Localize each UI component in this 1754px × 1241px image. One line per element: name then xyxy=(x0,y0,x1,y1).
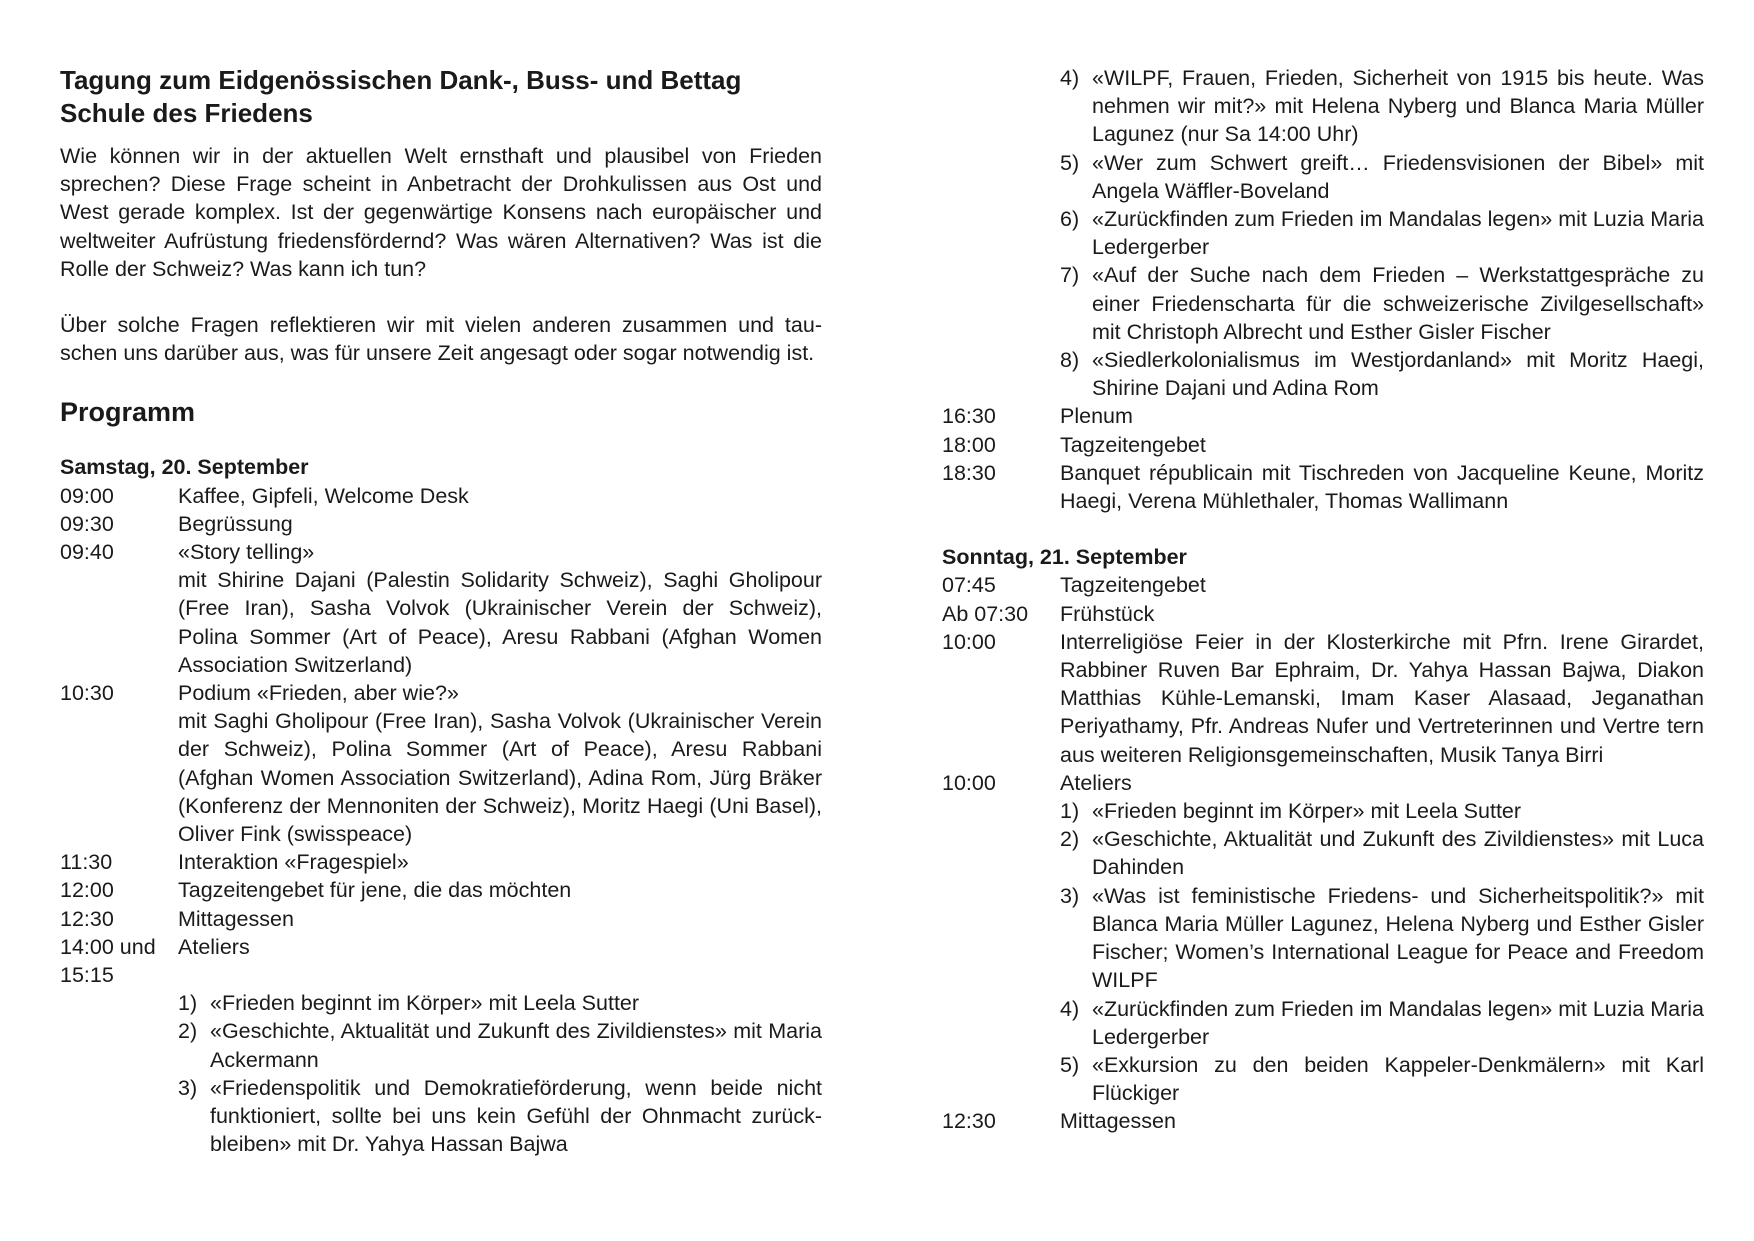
saturday-ateliers-list xyxy=(178,989,822,1158)
description: Tagzeitengebet für jene, die das möchten xyxy=(178,878,572,903)
list-item xyxy=(178,1074,822,1159)
item-text: «Frieden beginnt im Körper» mit Leela Sutter xyxy=(210,991,640,1016)
item-number: 4) xyxy=(1060,66,1080,90)
schedule-row xyxy=(942,402,1704,430)
description: mit Saghi Gholipour (Free Iran), Sasha Volvok (Ukrainischer Verein der Schweiz), Polina Sommer (Art of Peace), Aresu Rabbani (Afghan Women Association Switzerland), Adina Rom, Jürg Bräker (Konferenz der Mennoniten der Schweiz), Moritz Haegi (Uni Basel), Oliver Fink (swisspeace) xyxy=(178,709,822,847)
list-item xyxy=(178,989,822,1017)
time: 07:45 xyxy=(942,573,996,598)
item-text: «Zurückfinden zum Frieden im Mandalas legen» mit Luzia Maria Ledergerber xyxy=(1092,207,1704,260)
schedule-row xyxy=(60,679,822,707)
time xyxy=(60,566,178,679)
schedule-row xyxy=(60,510,822,538)
saturday-title: Samstag, 20. September xyxy=(60,455,309,480)
sunday-ateliers-list xyxy=(1060,797,1704,1107)
time: 09:40 xyxy=(60,540,114,565)
time: 12:00 xyxy=(60,878,114,903)
time: 12:30 xyxy=(60,906,114,931)
time: 14:00 und 15:15 xyxy=(60,934,156,988)
item-number: 1) xyxy=(1060,799,1080,824)
description: Interreligiöse Feier in der Klosterkirche mit Pfrn. Irene Girardet, Rabbiner Ruven Bar Ephraim, Dr. Yahya Hassan Bajwa, Diakon Matthias Kühle-Lemanski, Imam Kaser Alasaad, Jeganathan Periyathamy, Pfr. Andreas Nufer und Vertreterinnen und Vertre tern aus weiteren Religionsgemeinschaften, Musik Tanya Birri xyxy=(1060,629,1704,767)
description: Plenum xyxy=(1060,404,1133,429)
item-number: 3) xyxy=(1060,883,1080,908)
item-text: «WILPF, Frauen, Frieden, Sicherheit von 1915 bis heute. Was nehmen wir mit?» mit Helena Nyberg und Blanca Maria Müller Lagunez (nur Sa 14:00 Uhr) xyxy=(1092,66,1704,147)
description: Podium «Frieden, aber wie?» xyxy=(178,681,459,706)
item-text: «Geschichte, Aktualität und Zukunft des Zivildienstes» mit Maria Ackermann xyxy=(210,1019,822,1072)
time: Ab 07:30 xyxy=(942,601,1029,626)
description: «Story telling» xyxy=(178,540,315,565)
time: 16:30 xyxy=(942,404,996,429)
schedule-row xyxy=(60,538,822,566)
time: 11:30 xyxy=(60,850,113,875)
schedule-row xyxy=(60,933,822,989)
saturday-ateliers-list-continued xyxy=(1060,64,1704,402)
list-item xyxy=(1060,261,1704,346)
item-text: «Frieden beginnt im Körper» mit Leela Sutter xyxy=(1092,799,1522,824)
time xyxy=(60,707,178,848)
schedule-row xyxy=(60,876,822,904)
schedule-row xyxy=(942,431,1704,459)
item-text: «Wer zum Schwert greift… Friedensvisionen der Bibel» mit Angela Wäffler-Boveland xyxy=(1092,150,1704,203)
list-item xyxy=(1060,882,1704,995)
page-title xyxy=(60,64,822,130)
description: Begrüssung xyxy=(178,511,293,536)
time: 09:00 xyxy=(60,483,114,508)
item-text: «Auf der Suche nach dem Frieden – Werkstattgespräche zu einer Friedenscharta für die schweizerische Zivilgesellschaft» mit Christoph Albrecht und Esther Gisler Fischer xyxy=(1092,263,1704,344)
time: 12:30 xyxy=(942,1109,996,1134)
item-text: «Was ist feministische Friedens- und Sicherheitspolitik?» mit Blanca Maria Müller Lagunez, Helena Nyberg und Esther Gisler Fischer; Women’s International League for Peace and Freedom WILPF xyxy=(1092,883,1704,993)
schedule-row xyxy=(942,600,1704,628)
item-number: 1) xyxy=(178,991,198,1016)
title-line-2: Schule des Friedens xyxy=(60,98,313,128)
schedule-row xyxy=(60,482,822,510)
description: Banquet républicain mit Tischreden von Jacqueline Keune, Moritz Haegi, Verena Mühlethaler, Thomas Wallimann xyxy=(1060,460,1704,514)
description: mit Shirine Dajani (Palestin Solidarity Schweiz), Saghi Gholipour (Free Iran), Sasha Volvok (Ukrainischer Verein der Schweiz), Polina Sommer (Art of Peace), Aresu Rabbani (Afghan Women Association Switzerland) xyxy=(178,568,822,677)
list-item xyxy=(1060,797,1704,825)
schedule-row xyxy=(60,707,822,848)
time: 09:30 xyxy=(60,511,114,536)
intro-paragraph-1: Wie können wir in der aktuellen Welt ernsthaft und plausibel von Frieden sprechen? Diese Frage scheint in Anbetracht der Drohkulissen aus Ost und West gerade komplex. Ist der gegenwärtige Konsens nach europäischer und weltweiter Aufrüstung friedensfördernd? Was wären Alternativen? Was ist die Rolle der Schweiz? Was kann ich tun? xyxy=(60,144,822,281)
item-number: 7) xyxy=(1060,263,1080,288)
list-item xyxy=(1060,995,1704,1051)
description: Mittagessen xyxy=(178,906,294,931)
item-number: 2) xyxy=(1060,827,1080,852)
description: Ateliers xyxy=(178,934,250,959)
left-column xyxy=(60,64,822,1159)
list-item xyxy=(1060,149,1704,205)
schedule-row xyxy=(942,628,1704,769)
intro-paragraph-2: Über solche Fragen reflektieren wir mit vielen anderen zusammen und tauschen uns darüber aus, was für unsere Zeit angesagt oder sogar notwendig ist. xyxy=(60,313,822,366)
description: Interaktion «Fragespiel» xyxy=(178,850,409,875)
time: 10:30 xyxy=(60,681,114,706)
list-item xyxy=(1060,1051,1704,1107)
description: Tagzeitengebet xyxy=(1060,432,1206,457)
schedule-row xyxy=(942,459,1704,515)
time: 18:30 xyxy=(942,460,996,485)
schedule-row xyxy=(942,769,1704,797)
schedule-row xyxy=(60,848,822,876)
description: Ateliers xyxy=(1060,770,1132,795)
programm-heading: Programm xyxy=(60,397,196,428)
item-text: «Exkursion zu den beiden Kappeler-Denkmälern» mit Karl Flückiger xyxy=(1092,1052,1704,1106)
item-number: 6) xyxy=(1060,207,1080,232)
list-item xyxy=(1060,205,1704,261)
right-column xyxy=(942,64,1704,1136)
time: 10:00 xyxy=(942,770,996,795)
item-number: 5) xyxy=(1060,1052,1080,1077)
sunday-section xyxy=(942,543,1704,1135)
list-item xyxy=(178,1017,822,1073)
title-line-1: Tagung zum Eidgenössischen Dank-, Buss- und Bettag xyxy=(60,65,742,95)
description: Mittagessen xyxy=(1060,1109,1176,1134)
item-number: 2) xyxy=(178,1019,198,1044)
description: Frühstück xyxy=(1060,601,1155,626)
schedule-row xyxy=(942,1107,1704,1135)
list-item xyxy=(1060,825,1704,881)
item-number: 4) xyxy=(1060,996,1080,1021)
item-number: 8) xyxy=(1060,348,1080,373)
intro xyxy=(60,142,822,367)
item-text: «Geschichte, Aktualität und Zukunft des Zivildienstes» mit Luca Dahinden xyxy=(1092,827,1704,880)
schedule-row xyxy=(60,566,822,679)
item-number: 5) xyxy=(1060,150,1080,175)
description: Tagzeitengebet xyxy=(1060,573,1206,598)
list-item xyxy=(1060,346,1704,402)
schedule-row xyxy=(942,571,1704,599)
time: 10:00 xyxy=(942,629,996,654)
sunday-title: Sonntag, 21. September xyxy=(942,545,1187,570)
schedule-row xyxy=(60,905,822,933)
description: Kaffee, Gipfeli, Welcome Desk xyxy=(178,483,469,508)
item-text: «Siedlerkolonialismus im Westjordanland» mit Moritz Haegi, Shirine Dajani und Adina Rom xyxy=(1092,348,1704,401)
time: 18:00 xyxy=(942,432,996,457)
item-text: «Friedenspolitik und Demokratieförderung, wenn beide nicht funktioniert, sollte bei uns kein Gefühl der Ohnmacht zurückbleiben» mit Dr. Yahya Hassan Bajwa xyxy=(210,1075,822,1157)
list-item xyxy=(1060,64,1704,149)
item-text: «Zurückfinden zum Frieden im Mandalas legen» mit Luzia Maria Ledergerber xyxy=(1092,996,1704,1049)
saturday-section xyxy=(60,453,822,1158)
item-number: 3) xyxy=(178,1075,198,1100)
